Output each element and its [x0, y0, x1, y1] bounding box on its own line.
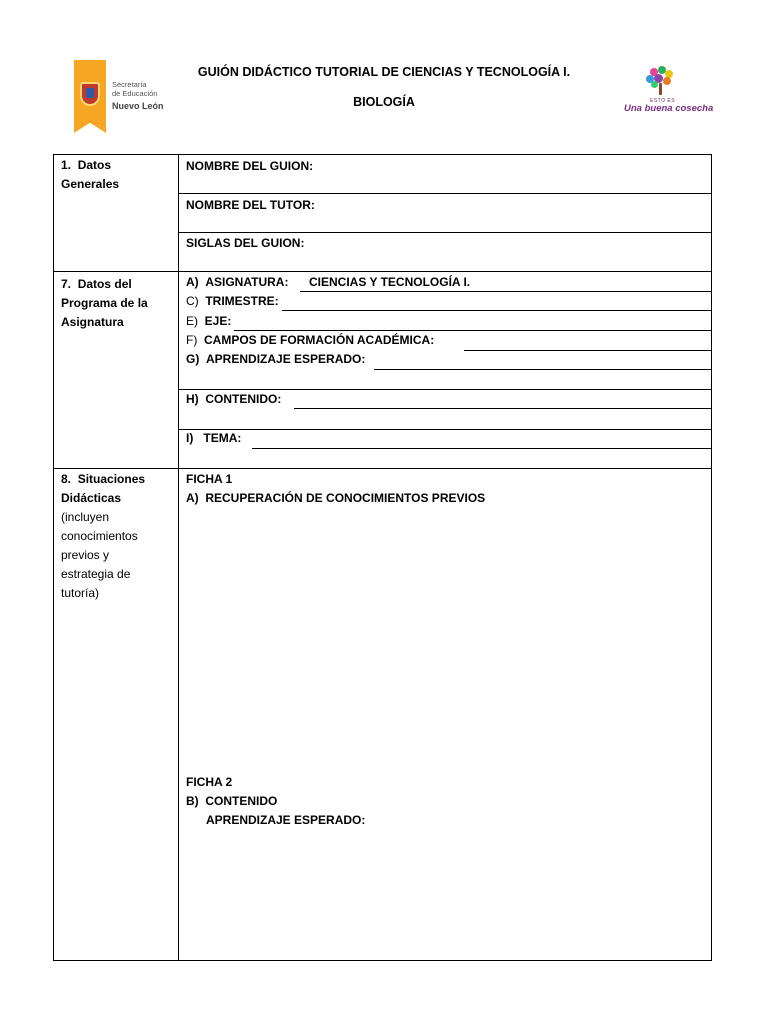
ficha-1-item: A) RECUPERACIÓN DE CONOCIMIENTOS PREVIOS — [186, 491, 486, 505]
ficha-1-title: FICHA 1 — [186, 472, 233, 486]
trimestre-underline — [282, 310, 711, 311]
section-1-label: 1. Datos Generales — [61, 158, 120, 191]
asignatura-row: A) ASIGNATURA: — [186, 275, 289, 289]
asignatura-underline — [300, 291, 711, 292]
ficha-2-item: B) CONTENIDO — [186, 794, 278, 808]
aprendizaje-row: G) APRENDIZAJE ESPERADO: — [186, 352, 366, 366]
section-divider — [54, 271, 711, 272]
ficha-2-subitem: APRENDIZAJE ESPERADO: — [206, 813, 366, 827]
logo-main-text: Una buena cosecha — [624, 103, 714, 114]
tema-underline — [252, 448, 711, 449]
section-8-label: 8. Situaciones Didácticas (incluyen conocimientos previos y estrategia de tutoría) — [61, 472, 146, 600]
contenido-underline-2 — [178, 429, 711, 430]
trimestre-row: C) TRIMESTRE: — [186, 294, 279, 308]
secretaria-educacion-logo — [74, 60, 170, 135]
form-table — [53, 154, 712, 961]
siglas-guion-label: SIGLAS DEL GUION: — [186, 236, 305, 250]
logo-line-2: de Educación — [112, 89, 158, 98]
document-title: GUIÓN DIDÁCTICO TUTORIAL DE CIENCIAS Y TECNOLOGÍA I. — [197, 65, 571, 79]
contenido-underline — [294, 408, 711, 409]
coat-of-arms-icon — [80, 82, 100, 106]
campos-row: F) CAMPOS DE FORMACIÓN ACADÉMICA: — [186, 333, 435, 347]
document-subtitle: BIOLOGÍA — [353, 95, 415, 109]
contenido-row: H) CONTENIDO: — [186, 392, 282, 406]
aprendizaje-underline — [374, 369, 711, 370]
eje-row: E) EJE: — [186, 314, 232, 328]
asignatura-value: CIENCIAS Y TECNOLOGÍA I. — [309, 275, 471, 289]
column-divider — [178, 155, 179, 960]
logo-line-3: Nuevo León — [112, 101, 164, 111]
aprendizaje-underline-2 — [178, 389, 711, 390]
eje-underline — [234, 330, 711, 331]
buena-cosecha-logo — [620, 66, 714, 118]
section-divider — [54, 468, 711, 469]
logo-line-1: Secretaría — [112, 80, 147, 89]
logo-small-text: ESTO ES — [650, 98, 676, 104]
tree-icon — [642, 66, 678, 96]
tema-row: I) TEMA: — [186, 431, 242, 445]
row-divider — [178, 232, 711, 233]
nombre-guion-label: NOMBRE DEL GUION: — [186, 159, 314, 173]
campos-underline — [464, 350, 711, 351]
nombre-tutor-label: NOMBRE DEL TUTOR: — [186, 198, 315, 212]
section-7-label: 7. Datos del Programa de la Asignatura — [61, 277, 148, 329]
row-divider — [178, 193, 711, 194]
ficha-2-title: FICHA 2 — [186, 775, 233, 789]
